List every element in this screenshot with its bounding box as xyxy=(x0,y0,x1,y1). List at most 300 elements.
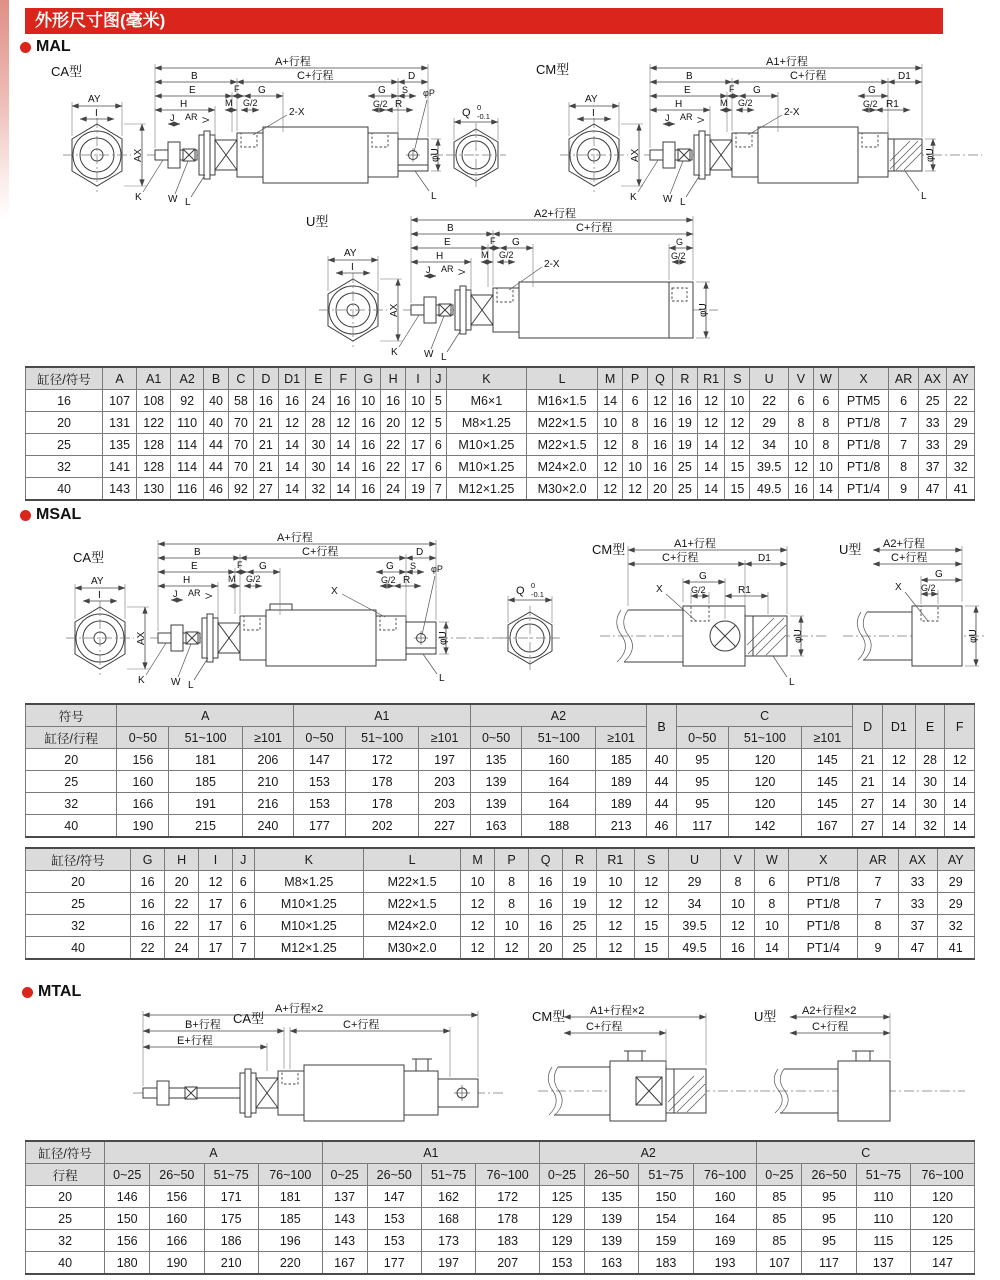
dim-label: A1+行程 xyxy=(674,538,716,550)
table-cell: M12×1.25 xyxy=(446,478,526,501)
dim-label: C+行程 xyxy=(891,552,928,564)
column-header: M xyxy=(598,367,623,390)
side-view xyxy=(760,1051,965,1121)
msal-dimension-table-b xyxy=(25,847,975,960)
table-cell: 24 xyxy=(165,937,199,960)
page-title xyxy=(25,8,943,34)
column-header: D1 xyxy=(882,704,915,749)
table-cell: 183 xyxy=(476,1230,540,1252)
table-cell: 85 xyxy=(757,1208,802,1230)
table-cell: PT1/8 xyxy=(838,412,889,434)
table-cell: 6 xyxy=(889,390,918,412)
table-cell: 6 xyxy=(430,434,446,456)
column-header: C xyxy=(757,1141,975,1164)
table-cell: 20 xyxy=(165,871,199,893)
table-cell: 12 xyxy=(461,937,495,960)
table-cell: 30 xyxy=(915,771,945,793)
table-cell: 14 xyxy=(882,771,915,793)
table-cell: 147 xyxy=(367,1186,421,1208)
table-cell: 25 xyxy=(563,915,597,937)
table-cell: 166 xyxy=(150,1230,204,1252)
column-header: 51~75 xyxy=(856,1164,910,1186)
table-cell: 16 xyxy=(131,871,165,893)
table-cell: 142 xyxy=(728,815,802,838)
table-cell: 7 xyxy=(858,871,898,893)
table-cell: 135 xyxy=(584,1186,638,1208)
table-cell: 12 xyxy=(406,412,431,434)
table-cell: 167 xyxy=(322,1252,367,1275)
dim-label: X xyxy=(656,584,663,595)
table-cell: 12 xyxy=(648,390,673,412)
table-cell: 131 xyxy=(103,412,137,434)
row-header-cell: 20 xyxy=(26,412,103,434)
table-cell: 12 xyxy=(597,893,635,915)
table-cell: 39.5 xyxy=(668,915,721,937)
table-cell: 14 xyxy=(945,793,975,815)
table-cell: 117 xyxy=(676,815,728,838)
table-cell: 95 xyxy=(802,1230,856,1252)
table-cell: 216 xyxy=(242,793,293,815)
table-cell: 5 xyxy=(430,390,446,412)
column-header: R1 xyxy=(697,367,725,390)
table-cell: 12 xyxy=(634,871,668,893)
column-header: B xyxy=(647,704,677,749)
table-row xyxy=(26,1186,975,1208)
column-header: P xyxy=(495,848,529,871)
dim-label: H xyxy=(183,575,191,586)
dim-label: AX xyxy=(389,303,400,317)
dim-label: G xyxy=(386,561,394,572)
table-cell: 16 xyxy=(672,390,697,412)
table-cell: 114 xyxy=(171,456,204,478)
column-header: A1 xyxy=(294,704,471,727)
column-header: 26~50 xyxy=(802,1164,856,1186)
table-cell: 40 xyxy=(204,390,229,412)
table-cell: 139 xyxy=(470,793,522,815)
diagram-variant-label: CA型 xyxy=(51,64,83,79)
dim-label: φU xyxy=(793,629,804,643)
table-cell: 185 xyxy=(258,1208,322,1230)
dim-label: φP xyxy=(431,564,443,574)
dim-label: G/2 xyxy=(381,575,396,585)
column-header: AY xyxy=(947,367,975,390)
column-header: X xyxy=(789,848,858,871)
table-cell: 37 xyxy=(898,915,937,937)
section-mal-label: MAL xyxy=(36,38,71,55)
column-header: E xyxy=(915,704,945,749)
dim-label: G/2 xyxy=(373,99,388,109)
row-header-cell: 20 xyxy=(26,1186,105,1208)
table-cell: 16 xyxy=(131,915,165,937)
table-cell: M22×1.5 xyxy=(527,434,598,456)
table-cell: 16 xyxy=(278,390,306,412)
table-cell: 14 xyxy=(697,478,725,501)
table-cell: M22×1.5 xyxy=(364,893,461,915)
table-cell: 114 xyxy=(171,434,204,456)
table-cell: PT1/8 xyxy=(789,871,858,893)
table-cell: 12 xyxy=(882,749,915,771)
dim-label: V xyxy=(201,116,211,123)
table-cell: 16 xyxy=(356,456,381,478)
column-header: C xyxy=(228,367,253,390)
table-cell: 156 xyxy=(150,1186,204,1208)
table-cell: 139 xyxy=(470,771,522,793)
column-header: H xyxy=(165,848,199,871)
row-header-cell: 25 xyxy=(26,434,103,456)
table-cell: 181 xyxy=(169,749,243,771)
mal-dimension-table xyxy=(25,366,975,501)
table-cell: 166 xyxy=(117,793,169,815)
column-header: 51~75 xyxy=(204,1164,258,1186)
table-cell: 16 xyxy=(381,390,406,412)
table-cell: M22×1.5 xyxy=(527,412,598,434)
dim-label: R1 xyxy=(886,99,899,110)
table-cell: 15 xyxy=(634,937,668,960)
row-header-cell: 32 xyxy=(26,456,103,478)
column-header: A2 xyxy=(470,704,647,727)
section-mtal-label: MTAL xyxy=(38,983,82,1000)
table-cell: 116 xyxy=(171,478,204,501)
table-cell: 12 xyxy=(697,412,725,434)
table-cell: 130 xyxy=(137,478,171,501)
table-cell: 30 xyxy=(915,793,945,815)
dim-label: G xyxy=(699,571,707,582)
table-cell: 95 xyxy=(802,1186,856,1208)
dim-label: φU xyxy=(438,631,449,645)
column-header: D1 xyxy=(278,367,306,390)
dim-label: C+行程 xyxy=(586,1021,623,1033)
dim-label: G/2 xyxy=(246,574,261,584)
table-cell: 10 xyxy=(755,915,789,937)
table-cell: 7 xyxy=(233,937,254,960)
front-view xyxy=(560,102,643,192)
dim-label: A+行程 xyxy=(275,56,311,68)
table-cell: 29 xyxy=(937,871,975,893)
table-cell: 215 xyxy=(169,815,243,838)
table-cell: 8 xyxy=(889,456,918,478)
table-row xyxy=(26,478,975,501)
table-cell: 162 xyxy=(421,1186,475,1208)
dim-label: W xyxy=(168,194,178,205)
table-cell: 25 xyxy=(672,456,697,478)
column-header: S xyxy=(634,848,668,871)
column-header: 51~100 xyxy=(169,727,243,749)
dim-label: A2+行程 xyxy=(883,538,925,550)
table-cell: 16 xyxy=(648,412,673,434)
red-bullet-icon xyxy=(22,987,33,998)
mtal-cm-diagram xyxy=(528,1003,773,1135)
table-cell: 25 xyxy=(672,478,697,501)
table-cell: 21 xyxy=(253,456,278,478)
column-header: A1 xyxy=(137,367,171,390)
dim-label: G xyxy=(259,561,267,572)
table-cell: 40 xyxy=(647,749,677,771)
table-cell: 27 xyxy=(853,793,883,815)
dim-label: J xyxy=(426,265,431,275)
table-cell: 47 xyxy=(918,478,947,501)
dim-label: M xyxy=(720,98,728,108)
dim-label: D xyxy=(416,547,424,558)
column-header: D xyxy=(253,367,278,390)
table-cell: 70 xyxy=(228,412,253,434)
table-cell: 120 xyxy=(728,771,802,793)
row-header-cell: 40 xyxy=(26,815,117,838)
table-cell: 145 xyxy=(802,749,853,771)
table-cell: 120 xyxy=(911,1208,975,1230)
column-header: AY xyxy=(937,848,975,871)
table-row xyxy=(26,456,975,478)
table-cell: 41 xyxy=(947,478,975,501)
table-cell: M8×1.25 xyxy=(254,871,364,893)
row-header-cell: 25 xyxy=(26,771,117,793)
table-cell: 108 xyxy=(137,390,171,412)
column-header: AX xyxy=(918,367,947,390)
mtal-dimension-table xyxy=(25,1140,975,1275)
dim-label: G/2 xyxy=(921,583,936,593)
table-cell: 135 xyxy=(103,434,137,456)
table-cell: 10 xyxy=(406,390,431,412)
dim-label: K xyxy=(630,192,637,203)
column-header: Q xyxy=(648,367,673,390)
dim-label: E+行程 xyxy=(177,1035,213,1047)
row-header-cell: 32 xyxy=(26,1230,105,1252)
dim-label: D1 xyxy=(758,553,771,564)
column-header: K xyxy=(446,367,526,390)
table-cell: 10 xyxy=(789,434,814,456)
dim-label: G/2 xyxy=(499,250,514,260)
table-cell: 14 xyxy=(882,815,915,838)
table-cell: 28 xyxy=(306,412,331,434)
row-header-cell: 32 xyxy=(26,793,117,815)
column-header: I xyxy=(199,848,233,871)
column-header: 26~50 xyxy=(367,1164,421,1186)
table-cell: 95 xyxy=(802,1208,856,1230)
table-cell: 25 xyxy=(918,390,947,412)
table-cell: M10×1.25 xyxy=(446,456,526,478)
table-cell: 193 xyxy=(693,1252,757,1275)
table-cell: 178 xyxy=(345,771,419,793)
table-cell: 17 xyxy=(406,456,431,478)
table-cell: 172 xyxy=(476,1186,540,1208)
dim-label: V xyxy=(204,592,214,599)
table-cell: 19 xyxy=(672,434,697,456)
table-cell: 12 xyxy=(623,478,648,501)
table-cell: 6 xyxy=(755,871,789,893)
table-cell: 6 xyxy=(789,390,814,412)
column-header: 缸径/符号 xyxy=(26,848,131,871)
column-header: P xyxy=(623,367,648,390)
table-cell: 120 xyxy=(728,793,802,815)
dim-label: AY xyxy=(585,94,598,105)
dim-label: φP xyxy=(423,88,435,98)
diagram-variant-label: U型 xyxy=(839,542,862,557)
dim-label: φU xyxy=(430,148,441,162)
table-cell: 12 xyxy=(278,412,306,434)
dim-label: B xyxy=(447,223,454,234)
dim-label: E xyxy=(444,237,451,248)
table-cell: M8×1.25 xyxy=(446,412,526,434)
dim-label: B xyxy=(191,71,198,82)
table-cell: 44 xyxy=(647,793,677,815)
dim-label: G xyxy=(676,237,684,247)
column-header: 0~25 xyxy=(757,1164,802,1186)
table-cell: 8 xyxy=(495,871,529,893)
dim-label: K xyxy=(138,675,145,686)
dim-label: B xyxy=(686,71,693,82)
column-header: ≥101 xyxy=(596,727,647,749)
table-cell: 164 xyxy=(522,771,596,793)
table-cell: 189 xyxy=(596,793,647,815)
dim-label: 2-X xyxy=(289,107,305,118)
table-cell: 183 xyxy=(639,1252,693,1275)
dim-label: M xyxy=(228,574,236,584)
column-header: 76~100 xyxy=(476,1164,540,1186)
column-header: ≥101 xyxy=(242,727,293,749)
table-cell: 190 xyxy=(117,815,169,838)
table-cell: 160 xyxy=(150,1208,204,1230)
dim-label: E xyxy=(189,85,196,96)
column-header: W xyxy=(755,848,789,871)
table-cell: 16 xyxy=(529,915,563,937)
dim-label: B+行程 xyxy=(185,1019,221,1031)
table-cell: 110 xyxy=(856,1186,910,1208)
table-cell: 29 xyxy=(937,893,975,915)
dim-label: G xyxy=(378,85,386,96)
table-cell: 9 xyxy=(858,937,898,960)
table-cell: 32 xyxy=(937,915,975,937)
table-cell: 6 xyxy=(430,456,446,478)
table-cell: 10 xyxy=(725,390,750,412)
table-cell: 163 xyxy=(584,1252,638,1275)
table-cell: 143 xyxy=(322,1208,367,1230)
table-cell: 169 xyxy=(693,1230,757,1252)
table-cell: 128 xyxy=(137,434,171,456)
column-header: V xyxy=(721,848,755,871)
table-cell: 14 xyxy=(278,478,306,501)
column-header: 26~50 xyxy=(584,1164,638,1186)
table-cell: 16 xyxy=(789,478,814,501)
red-bullet-icon xyxy=(20,510,31,521)
dim-label: A1+行程 xyxy=(766,56,808,68)
dim-label: G xyxy=(935,569,943,580)
dim-label: AR xyxy=(188,588,201,598)
table-cell: 20 xyxy=(529,937,563,960)
table-cell: 154 xyxy=(639,1208,693,1230)
table-cell: 159 xyxy=(639,1230,693,1252)
table-cell: 8 xyxy=(755,893,789,915)
table-cell: 135 xyxy=(470,749,522,771)
table-cell: 14 xyxy=(945,771,975,793)
table-cell: 16 xyxy=(331,390,356,412)
table-cell: 120 xyxy=(911,1186,975,1208)
table-cell: 32 xyxy=(915,815,945,838)
column-header: C xyxy=(676,704,853,727)
dim-label: AY xyxy=(88,94,101,105)
table-cell: 14 xyxy=(697,456,725,478)
msal-cm-diagram xyxy=(588,536,843,698)
table-cell: 33 xyxy=(898,871,937,893)
dim-label: R xyxy=(395,99,403,110)
table-cell: 20 xyxy=(381,412,406,434)
table-cell: 85 xyxy=(757,1186,802,1208)
table-cell: 156 xyxy=(105,1230,150,1252)
front-view xyxy=(66,584,149,675)
table-cell: 197 xyxy=(419,749,470,771)
red-bullet-icon xyxy=(20,42,31,53)
side-view xyxy=(150,604,555,666)
table-cell: 128 xyxy=(137,456,171,478)
table-cell: 173 xyxy=(421,1230,475,1252)
dim-label: J xyxy=(665,113,670,123)
table-cell: 240 xyxy=(242,815,293,838)
table-cell: M6×1 xyxy=(446,390,526,412)
table-cell: 110 xyxy=(171,412,204,434)
table-cell: PT1/8 xyxy=(838,434,889,456)
table-cell: 9 xyxy=(889,478,918,501)
table-cell: 22 xyxy=(165,915,199,937)
table-cell: 160 xyxy=(693,1186,757,1208)
table-cell: 16 xyxy=(529,871,563,893)
table-cell: 143 xyxy=(103,478,137,501)
dim-label: A+行程×2 xyxy=(275,1003,324,1015)
column-header: 51~100 xyxy=(522,727,596,749)
column-header: S xyxy=(725,367,750,390)
column-header: G xyxy=(131,848,165,871)
table-cell: 5 xyxy=(430,412,446,434)
table-cell: 33 xyxy=(918,412,947,434)
dim-label: R xyxy=(403,575,411,586)
table-cell: 137 xyxy=(856,1252,910,1275)
dim-label: K xyxy=(391,347,398,358)
table-cell: 203 xyxy=(419,771,470,793)
table-cell: 185 xyxy=(169,771,243,793)
dim-label: AY xyxy=(344,248,357,259)
table-cell: 12 xyxy=(597,937,635,960)
row-header-cell: 25 xyxy=(26,893,131,915)
table-cell: 12 xyxy=(331,412,356,434)
table-cell: 177 xyxy=(294,815,346,838)
table-cell: 22 xyxy=(750,390,789,412)
table-cell: M22×1.5 xyxy=(364,871,461,893)
table-cell: 17 xyxy=(406,434,431,456)
table-cell: 85 xyxy=(757,1230,802,1252)
table-cell: 145 xyxy=(802,793,853,815)
column-header: R xyxy=(563,848,597,871)
column-header: A xyxy=(117,704,294,727)
dim-label: φU xyxy=(698,303,709,317)
table-cell: 21 xyxy=(853,749,883,771)
table-cell: 22 xyxy=(165,893,199,915)
dim-label: D1 xyxy=(898,71,911,82)
table-cell: 21 xyxy=(253,412,278,434)
column-header: K xyxy=(254,848,364,871)
table-cell: 175 xyxy=(204,1208,258,1230)
column-header: F xyxy=(945,704,975,749)
row-header-cell: 20 xyxy=(26,749,117,771)
table-cell: 8 xyxy=(813,412,838,434)
table-cell: 115 xyxy=(856,1230,910,1252)
table-cell: 19 xyxy=(563,871,597,893)
table-cell: 16 xyxy=(131,893,165,915)
column-header: 0~50 xyxy=(294,727,346,749)
dim-label: C+行程 xyxy=(343,1019,380,1031)
dim-label: H xyxy=(675,99,683,110)
table-cell: 27 xyxy=(853,815,883,838)
column-header: A xyxy=(105,1141,322,1164)
table-cell: 21 xyxy=(253,434,278,456)
table-cell: 16 xyxy=(648,434,673,456)
table-cell: 47 xyxy=(898,937,937,960)
